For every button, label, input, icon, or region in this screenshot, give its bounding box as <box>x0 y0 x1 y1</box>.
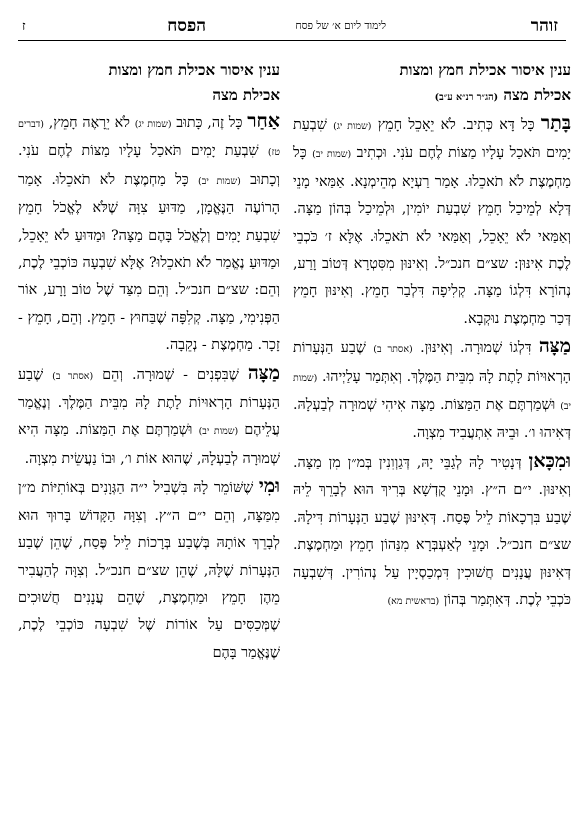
paragraph-opener: וּמִכָּאן <box>528 449 571 472</box>
column-heading: ענין איסור אכילת חמץ ומצות <box>399 61 571 79</box>
paragraph-text: כָּל זֶה, כָּתוּב <box>171 115 248 131</box>
page-header <box>18 14 566 41</box>
verse-reference: (שמות יב) <box>293 372 571 413</box>
paragraph <box>18 473 280 667</box>
paragraph-text: דִּלְגוֹ שְׁמוּרָה. וְאִינּוּן. <box>412 340 539 357</box>
paragraph <box>293 333 571 448</box>
column-heading-line2 <box>293 83 571 110</box>
header-title: זוהר <box>530 16 558 36</box>
verse-reference: (שמות יב) <box>198 426 239 438</box>
verse-reference: (בראשית מא) <box>387 595 440 607</box>
verse-reference: (שמות יג) <box>134 119 172 130</box>
paragraph-text: שֶׁשּׁוֹמֵר לָהּ בִּשְׁבִיל י״ה הַגְּוָנִים בְּאוֹתִיּוֹת מ״ן מִמַּצָּה, וְהֵם י״ם ה״ץ. וְצִוָּה הַקָּדוֹשׁ בָּרוּךְ הוּא לְבָרֵךְ אוֹתָהּ בְּשֶׁבַע בְּרָכוֹת לֵיל פֶּסַח, שֶׁהֵן שֶׁבַע הַנְּעָרוֹת שֶׁלָּהּ, שֶׁהֵן שצ״ם חנכ״ל. וְצִוָּה לְהַעֲבִיר מֵהֶן חָמֵץ וּמַחְמֶצֶת, שֶׁהֵם עֲנָנִים חֲשׁוּכִים שֶׁמְּכַסִּים עַל אוֹרוֹת שֶׁל שִׁבְעָה כּוֹכְבֵי לֶכֶת, שֶׁנֶּאֱמַר בָּהֶם <box>18 480 280 661</box>
verse-reference: (אסתר ב) <box>373 344 413 356</box>
column-heading-line2: אכילת מצה <box>212 86 280 104</box>
paragraph <box>293 110 571 333</box>
verse-reference: (שמות יב) <box>198 175 241 187</box>
hebrew-column <box>18 58 280 667</box>
paragraph-text: שִׁבְעַת יָמִים תֹּאכַל עָלָיו מַצּוֹת לֶחֶם עֹנִי. וְכָתוּב <box>18 143 281 188</box>
paragraph-text: וּשְׁמַרְתֶּם אֶת הַמַּצּוֹת. מַצָּה אִיהִי שְׁמוּרָה לְבַעְלָהּ. דְּאִיהוּ ו׳. וּבֵיהּ אִתְעֲבִיד מִצְוָה. <box>293 397 571 442</box>
paragraph <box>293 448 571 615</box>
aramaic-column <box>293 58 571 615</box>
verse-reference: (דברים טז) <box>18 119 280 159</box>
paragraph-text: שֶׁבַע הַנְּעָרוֹת הָרְאוּיוֹת לָתֶת לָהּ מִבֵּית הַמֶּלֶךְ. וְנֶאֱמַר עֲלֵיהֶם <box>18 366 280 439</box>
paragraph <box>18 360 280 474</box>
paragraph-text: דְּנָטִיר לָהּ לְגַבֵּי יָהּ, דְּגַוְוִנִין בְּמ״ן מִן מַצָּה. וְאִינּוּן. י״ם ה״ץ. וּמָנֵי קֻדְשָׁא בְּרִיךְ הוּא לְבָרֵךְ לֵיהּ שֶׁבַע בִּרְכָאוֹת לֵיל פֶּסַח. דְּאִינּוּן שֶׁבַע הַנְּעָרוֹת דִּילָהּ. שצ״ם חנכ״ל. וּמָנֵי לְאַעְבְּרָא מִנַּהוֹן חָמֵץ וּמַחְמֶצֶת. דְּאִינּוּן עֲנָנִים חֲשׁוּכִין דִּמְכַסְיָין עַל נְהוֹרִין. דְּשִׁבְעָה כֹּכְבֵי לֶכֶת. דְּאִתְּמַר בְּהוֹן <box>293 454 571 608</box>
verse-reference: (שמות יג) <box>333 121 372 132</box>
verse-reference: (שמות יב) <box>312 149 352 161</box>
paragraph-text: כָּל מַחְמֶצֶת לֹא תֹאכֵלוּ. אָמַר רַעְיָא מְהֵימְנָא. אַמַּאי מָנֵי דְּלָא לְמֵיכַל חָמֵץ שִׁבְעַת יוֹמִין, וּלְמֵיכַל בְּהוֹן מַצָּה. וְאַמַּאי לֹא יֵאָכֵל, וְאַמַּאי לֹא תֹאכֵלוּ. אֶלָּא ז׳ כֹּכְבֵי לֶכֶת אִינּוּן: שצ״ם חנכ״ל. וְאִינּוּן מִסִּטְרָא דְּטוֹב וָרַע, נְהוֹרָא דִּלְגוֹ מַצָּה. קְלִיפָה דִּלְבַר חָמֵץ. וְאִינּוּן חָמֵץ דְּכַר מַחְמֶצֶת נוּקְבָא. <box>293 145 571 327</box>
verse-reference: (אסתר ב) <box>52 370 94 382</box>
header-section: הפסח <box>167 16 206 36</box>
paragraph-text: לֹא יֵרָאֶה חָמֵץ, <box>43 115 135 131</box>
paragraph-text: שֶׁבִּפְנִים - שְׁמוּרָה. וְהֵם <box>93 366 248 383</box>
paragraph-opener: מַצָּה <box>247 361 280 384</box>
paragraph-opener: בָּתַר <box>540 112 571 134</box>
paragraph-text: וּשְׁמַרְתֶּם אֶת הַמַּצּוֹת. מַצָּה הִיא שְׁמוּרָה לְבַעְלָהּ, שֶׁהוּא אוֹת ו׳, וּבוֹ נַעֲשֵׂית מִצְוָה. <box>18 422 280 467</box>
paragraph-text: כָּל דָּא כְּתִיב. לֹא יֵאָכֵל חָמֵץ <box>371 117 541 133</box>
paragraph-opener: וּמִי <box>258 475 280 498</box>
source-reference: (הג״ר רנ״א ע״ב) <box>434 92 499 103</box>
column-heading-text: אכילת מצה <box>503 86 571 104</box>
header-subtitle: לימוד ליום א׳ של פסח <box>295 20 386 32</box>
paragraph-opener: מַצָּה <box>538 335 572 358</box>
paragraph <box>18 108 280 360</box>
column-heading: ענין איסור אכילת חמץ ומצות <box>108 61 280 79</box>
paragraph-text: שֶׁבַע הַנְּעָרוֹת הָרְאוּיוֹת לָתֶת לָהּ מִבֵּית הַמֶּלֶךְ. וְאִתְּמַר עָלַיְיהוּ. <box>293 340 571 385</box>
paragraph-opener: אַחַר <box>247 110 280 132</box>
paragraph-text: שִׁבְעַת יָמִים תֹּאכַל עָלָיו מַצּוֹת לֶחֶם עֹנִי. וּכְתִיב <box>293 117 571 162</box>
paragraph-text: כָּל מַחְמֶצֶת לֹא תֹאכֵלוּ. אָמַר הָרוֹעֶה הַנֶּאֱמָן, מַדּוּעַ צִוָּה שֶׁלֹּא לֶאֱכֹל חָמֵץ שִׁבְעַת יָמִים וְלֶאֱכֹל בָּהֶם מַצָּה? וּמַדּוּעַ לֹא יֵאָכֵל, וּמַדּוּעַ נֶאֱמַר לֹא תֹאכֵלוּ? אֶלָּא שִׁבְעָה כּוֹכְבֵי לֶכֶת, וְהֵם: שצ״ם חנכ״ל. וְהֵם מִצַּד שֶׁל טוֹב וָרָע, אוֹר הַפְּנִימִי, מַצָּה. קְלִפָּה שֶׁבַּחוּץ - חָמֵץ. וְהֵם, חָמֵץ - זָכָר. מַחְמֶצֶת - נְקֵבָה. <box>18 171 280 354</box>
page-number: ז <box>22 19 26 34</box>
